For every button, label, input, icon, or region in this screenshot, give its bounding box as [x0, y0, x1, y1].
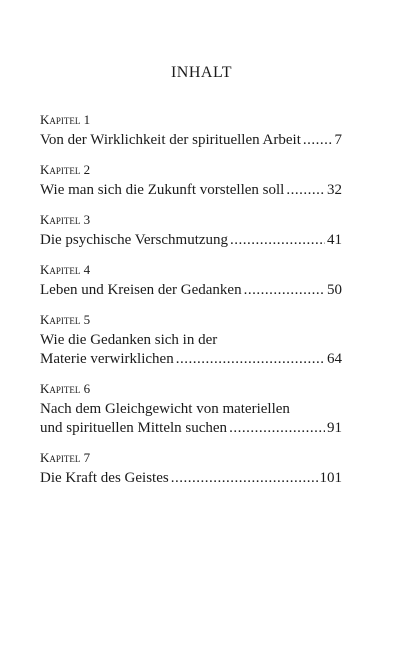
chapter-title-line	[40, 181, 342, 200]
page-number: 41	[327, 232, 342, 248]
dot-leader	[171, 469, 318, 488]
chapter-title: Die psychische Verschmutzung	[40, 232, 229, 248]
chapter-title-line	[40, 419, 342, 438]
chapter-title-continued: und spirituellen Mitteln suchen	[40, 420, 228, 436]
chapter-label: Kapitel 6	[40, 381, 91, 396]
dot-leader	[303, 131, 333, 150]
toc-entry-chapter-2[interactable]	[40, 162, 342, 200]
chapter-title-line	[40, 231, 342, 250]
page-number: 7	[334, 132, 342, 148]
page-number: 101	[319, 470, 342, 486]
toc-entry-chapter-5[interactable]	[40, 312, 342, 369]
dot-leader	[244, 281, 325, 300]
page-number: 64	[327, 351, 342, 367]
page-number: 50	[327, 282, 342, 298]
page-number: 32	[327, 182, 342, 198]
toc-entry-chapter-4[interactable]	[40, 262, 342, 300]
chapter-title-line	[40, 469, 342, 488]
chapter-title: Nach dem Gleichgewicht von materiellen	[40, 401, 290, 417]
chapter-title: Wie die Gedanken sich in der	[40, 332, 218, 348]
dot-leader	[230, 231, 325, 250]
dot-leader	[229, 419, 325, 438]
toc-entry-chapter-6[interactable]	[40, 381, 342, 438]
chapter-title-line	[40, 281, 342, 300]
chapter-label: Kapitel 4	[40, 262, 91, 277]
chapter-title: Wie man sich die Zukunft vorstellen soll	[40, 182, 285, 198]
chapter-title-line	[40, 131, 342, 150]
chapter-label: Kapitel 2	[40, 162, 91, 177]
page-number: 91	[327, 420, 342, 436]
dot-leader	[286, 181, 325, 200]
toc-entry-chapter-3[interactable]	[40, 212, 342, 250]
chapter-title: Leben und Kreisen der Gedanken	[40, 282, 242, 298]
dot-leader	[176, 350, 325, 369]
chapter-label: Kapitel 5	[40, 312, 91, 327]
chapter-label: Kapitel 7	[40, 450, 91, 465]
chapter-title: Die Kraft des Geistes	[40, 470, 169, 486]
chapter-label: Kapitel 1	[40, 112, 91, 127]
chapter-title: Von der Wirklichkeit der spirituellen Arbeit	[40, 132, 301, 148]
toc-entry-chapter-1[interactable]	[40, 112, 342, 150]
chapter-title-continued: Materie verwirklichen	[40, 351, 174, 367]
toc-entry-chapter-7[interactable]	[40, 450, 342, 488]
toc-title: INHALT	[170, 64, 233, 81]
table-of-contents	[40, 112, 342, 500]
chapter-title-line	[40, 350, 342, 369]
chapter-label: Kapitel 3	[40, 212, 91, 227]
